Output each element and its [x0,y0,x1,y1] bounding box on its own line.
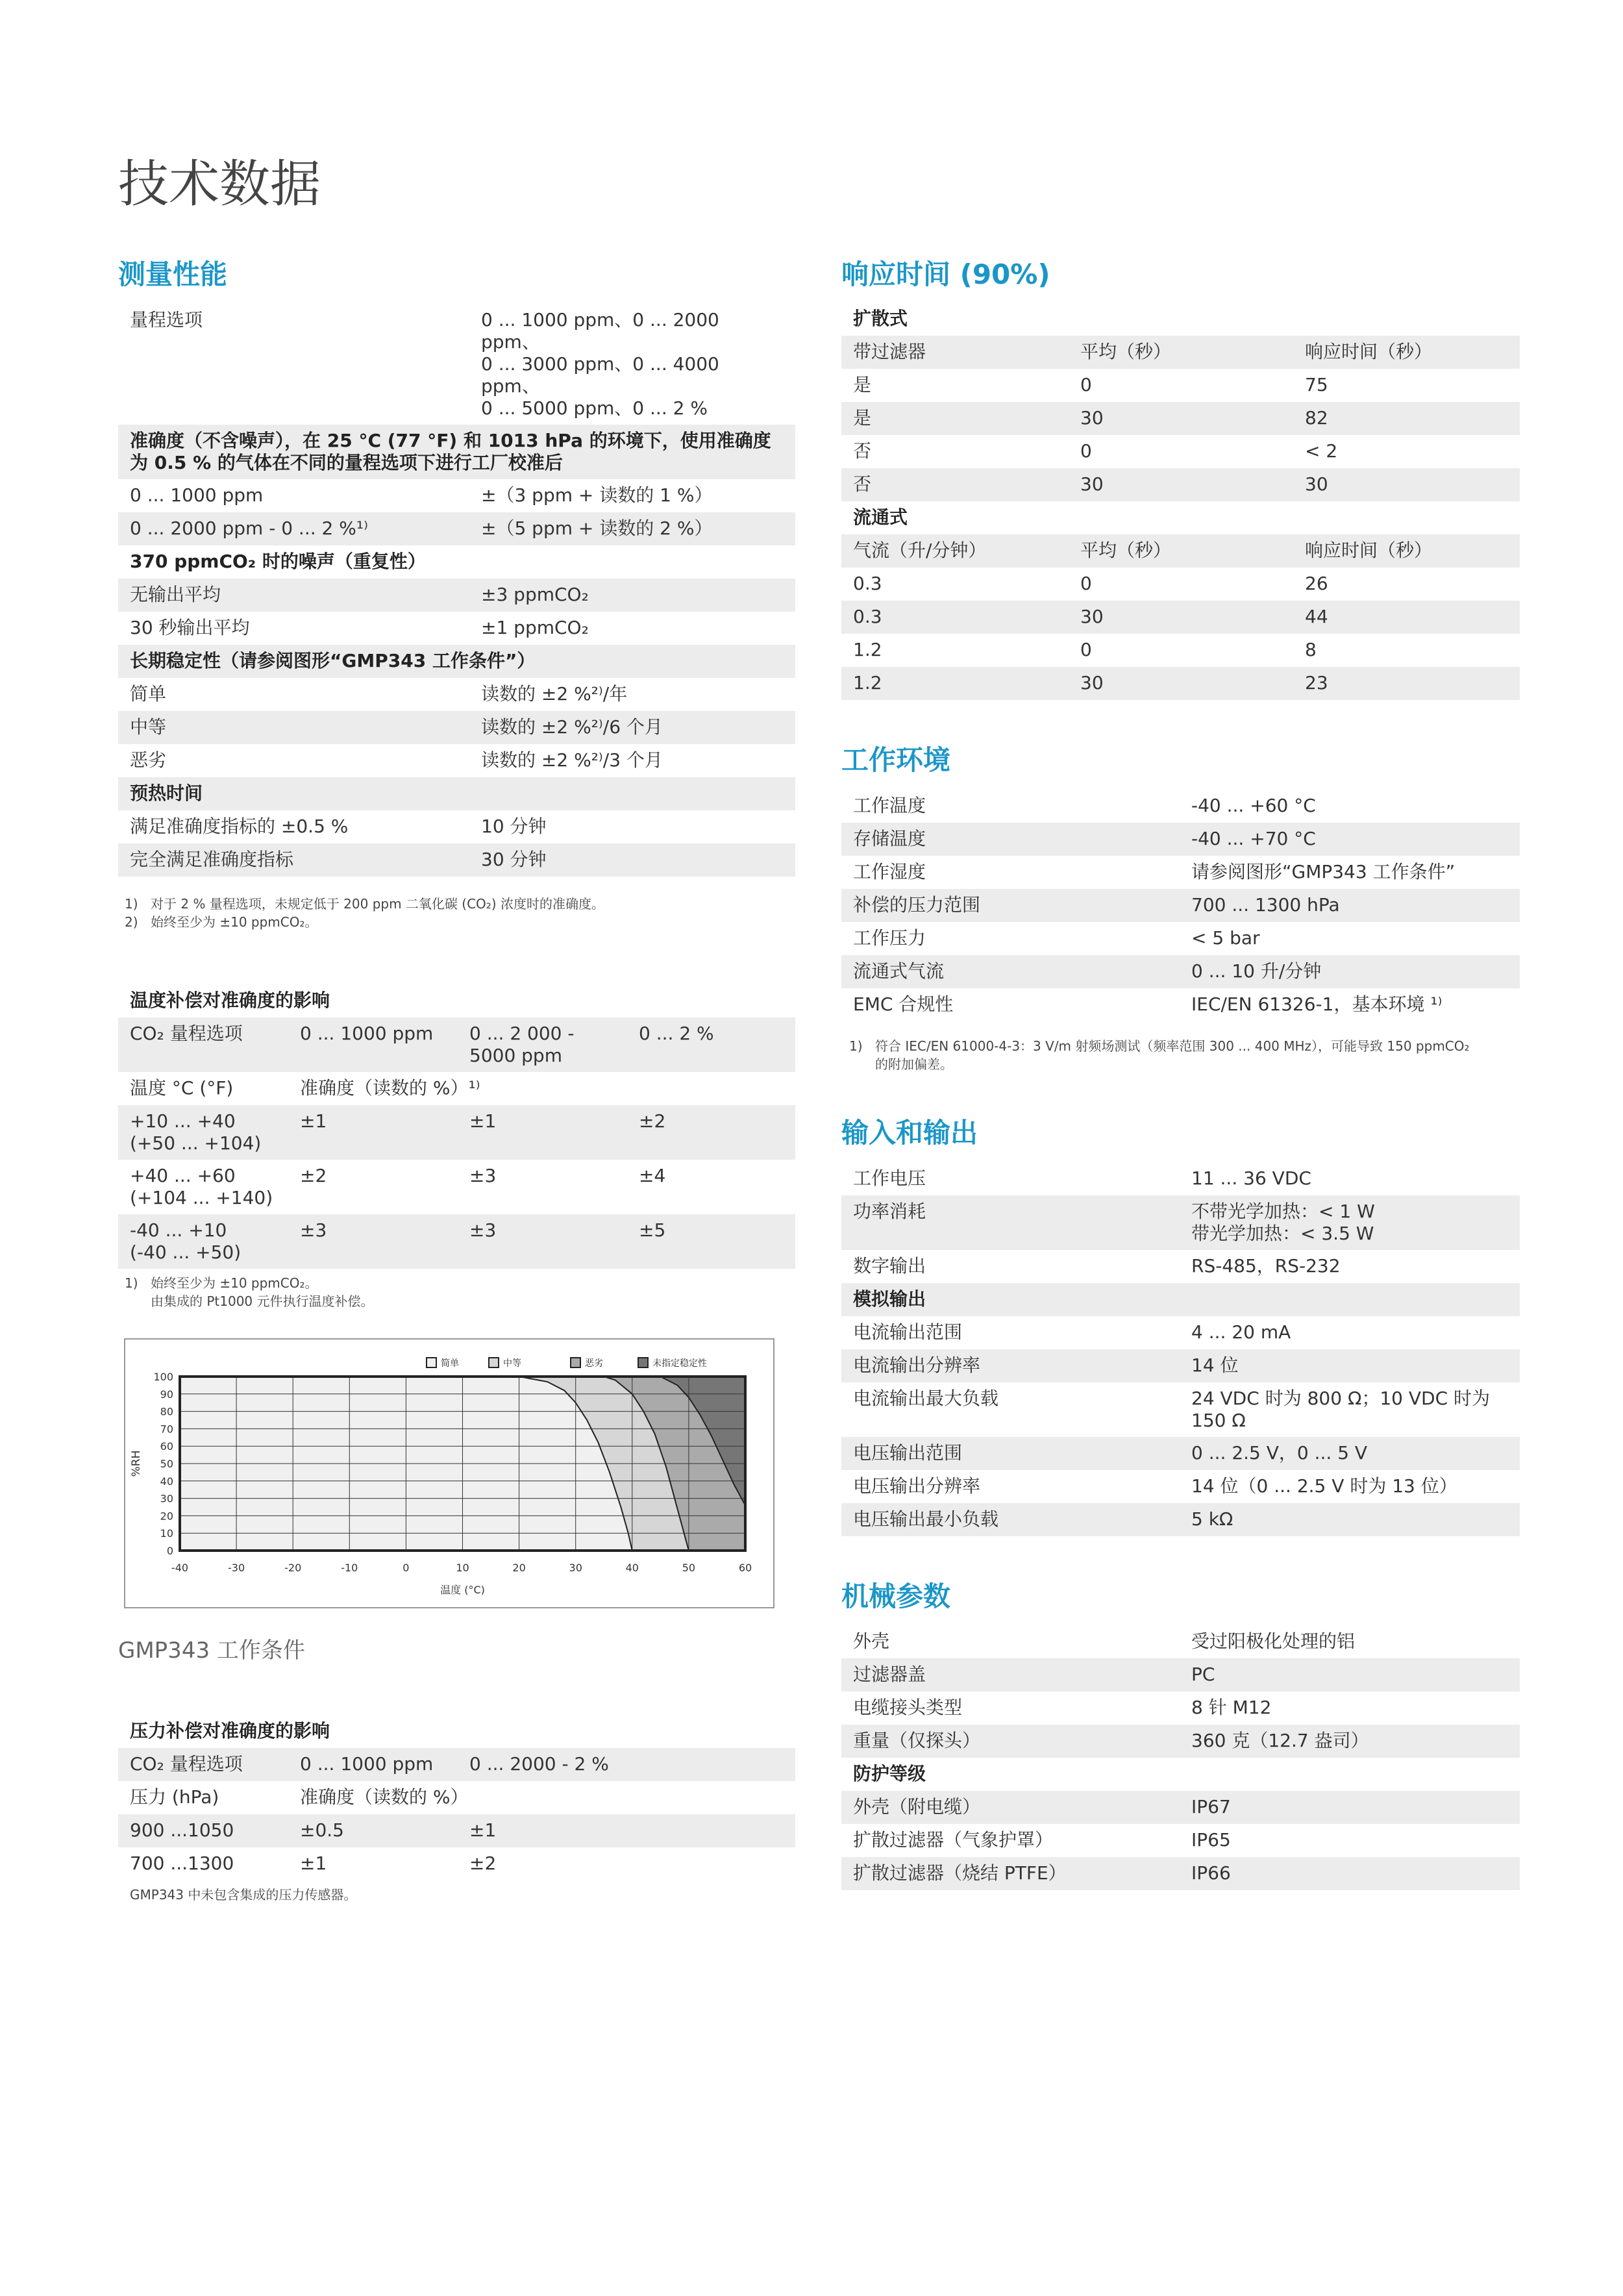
table-row [841,667,1520,700]
table-cell: IP65 [1191,1829,1231,1851]
table-cell: ±3 [300,1219,327,1241]
x-tick-label: -40 [171,1562,189,1574]
table-row [118,1748,795,1781]
table-cell: 不带光学加热：< 1 W 带光学加热：< 3.5 W [1191,1201,1375,1244]
footnote [125,913,795,931]
table-cell: ±3 [469,1165,497,1186]
table-cell: 0 ... 1000 ppm [130,484,264,506]
y-tick-label: 80 [160,1405,173,1418]
table-cell: ±1 [469,1110,497,1132]
x-tick-label: 60 [738,1562,752,1574]
table-cell: 量程选项 [130,309,203,331]
table-row [118,612,795,645]
table-cell: 0 ... 2000 ppm - 0 ... 2 %¹⁾ [130,518,368,539]
table-cell: ±（5 ppm + 读数的 2 %） [481,518,713,539]
legend-swatch [427,1358,436,1367]
table-row [118,843,795,877]
legend-label: 恶劣 [585,1358,603,1369]
subheading-text: 流通式 [853,506,908,528]
table-row [841,1857,1520,1890]
table-cell: 气流（升/分钟） [853,540,987,561]
table-row [118,810,795,843]
table-cell: ±4 [639,1165,666,1186]
footnote [125,1274,795,1310]
table-cell: 23 [1305,672,1328,693]
table-row [841,435,1520,468]
table-cell: 准确度（读数的 %）¹⁾ [300,1077,480,1099]
table-cell: -40 ... +10 (-40 ... +50) [130,1219,242,1263]
legend-label: 简单 [441,1358,459,1369]
table-cell: 响应时间（秒） [1305,540,1433,561]
footnote-text: 始终至少为 ±10 ppmCO₂。 [151,914,318,930]
table-cell: CO₂ 量程选项 [130,1753,243,1775]
table-row [841,1791,1520,1824]
table-row [841,1725,1520,1758]
table-row [841,1470,1520,1503]
table-row [841,1658,1520,1691]
table-cell: 外壳（附电缆） [853,1796,981,1817]
table-cell: RS-485，RS-232 [1191,1255,1341,1277]
table-cell: 温度 °C (°F) [130,1077,234,1099]
table-cell: 900 ...1050 [130,1819,234,1841]
table-cell: ±3 [469,1219,497,1241]
table-cell: 10 分钟 [481,816,547,837]
section-heading-environment: 工作环境 [841,744,951,776]
table-cell: ±2 [300,1165,327,1186]
table-cell: 补偿的压力范围 [853,894,981,916]
y-tick-label: 90 [160,1388,173,1401]
table-cell: ±2 [639,1110,666,1132]
table-cell: IP66 [1191,1862,1231,1884]
table-subheading-row [118,984,795,1017]
table-cell: 满足准确度指标的 ±0.5 % [130,816,349,837]
table-row [118,579,795,612]
table-cell: 0 ... 2 000 - 5000 ppm [469,1023,575,1066]
y-tick-label: 10 [160,1527,173,1540]
footnote [849,1037,1520,1073]
y-tick-label: 60 [160,1440,173,1453]
table-cell: 请参阅图形“GMP343 工作条件” [1191,861,1456,882]
subheading-text: 预热时间 [130,782,203,804]
x-axis-label: 温度 (°C) [440,1584,485,1596]
table-row [841,1195,1520,1250]
table-cell: 存储温度 [853,828,926,849]
table-row [841,468,1520,501]
legend-label: 未指定稳定性 [652,1358,707,1369]
table-cell: 受过阳极化处理的铝 [1191,1630,1356,1652]
table-subheading-row [841,501,1520,534]
table-cell: 电流输出最大负载 [853,1388,999,1409]
x-tick-label: 20 [512,1562,526,1574]
table-cell: 0 ... 1000 ppm [300,1023,434,1044]
table-cell: 电流输出分辨率 [853,1354,981,1376]
table-cell: 30 秒输出平均 [130,617,250,638]
table-cell: 4 ... 20 mA [1191,1321,1291,1343]
chart-caption: GMP343 工作条件 [118,1638,305,1664]
table-cell: 准确度（读数的 %） [300,1786,469,1808]
table-cell: 工作压力 [853,927,926,949]
table-row [841,823,1520,856]
temperature-footnotes [118,1274,795,1310]
table-cell: 30 [1305,473,1328,495]
table-cell: 0 ... 10 升/分钟 [1191,960,1322,982]
table-subheading-row [841,1283,1520,1316]
x-tick-label: 0 [403,1562,410,1574]
table-cell: 读数的 ±2 %²⁾/6 个月 [481,716,663,738]
table-cell: 过滤器盖 [853,1664,926,1685]
x-tick-label: 30 [569,1562,582,1574]
table-cell: 是 [853,407,872,429]
table-cell: 电流输出范围 [853,1321,963,1343]
table-cell: 0 ... 2 % [639,1023,714,1044]
table-cell: IP67 [1191,1796,1231,1817]
table-row [841,634,1520,667]
footnote-text: 符合 IEC/EN 61000-4-3：3 V/m 射频场测试（频率范围 300 ... 400 MHz），可能导致 150 ppmCO₂ 的附加偏差。 [875,1038,1470,1072]
table-row [841,402,1520,435]
table-row [841,601,1520,634]
mechanical-table [841,1625,1520,1890]
table-cell: 11 ... 36 VDC [1191,1167,1311,1189]
table-cell: 外壳 [853,1630,890,1652]
io-table [841,1162,1520,1536]
operating-conditions-chart [124,1338,774,1608]
table-row [118,512,795,545]
table-cell: 电压输出范围 [853,1442,963,1464]
response-table [841,303,1520,700]
legend-swatch [571,1358,580,1367]
y-axis-label: %RH [130,1450,143,1477]
table-cell: 响应时间（秒） [1305,341,1433,362]
table-row [841,369,1520,402]
table-cell: 重量（仅探头） [853,1730,981,1751]
table-cell: 扩散过滤器（气象护罩） [853,1829,1054,1851]
table-cell: 5 kΩ [1191,1508,1233,1530]
measurement-footnotes [118,895,795,931]
table-cell: 完全满足准确度指标 [130,849,294,870]
subheading-text: 长期稳定性（请参阅图形“GMP343 工作条件”） [130,650,536,671]
chart-svg [125,1340,776,1610]
table-cell: 电压输出分辨率 [853,1475,981,1497]
x-tick-label: 10 [456,1562,469,1574]
table-cell: 700 ... 1300 hPa [1191,894,1340,916]
table-cell: 8 针 M12 [1191,1697,1272,1718]
footnote-marker: 1) [849,1038,863,1054]
table-row [118,711,795,744]
table-cell: 平均（秒） [1080,540,1172,561]
table-subheading-row [841,303,1520,336]
table-cell: 24 VDC 时为 800 Ω；10 VDC 时为 150 Ω [1191,1388,1491,1431]
section-heading-measurement: 测量性能 [118,258,228,290]
table-cell: PC [1191,1664,1215,1685]
table-cell: 功率消耗 [853,1201,926,1222]
x-tick-label: -30 [228,1562,245,1574]
table-row [841,988,1520,1021]
measurement-table [118,304,795,877]
table-cell: ±1 [469,1819,497,1841]
y-tick-label: 0 [166,1545,173,1557]
table-cell: 工作温度 [853,795,926,816]
y-tick-label: 100 [153,1371,173,1383]
table-cell: ±（3 ppm + 读数的 1 %） [481,484,713,506]
table-cell: 否 [853,473,872,495]
footnote-marker: 1) [125,1275,138,1291]
table-row [841,568,1520,601]
table-cell: 0 ... 2000 - 2 % [469,1753,609,1775]
table-cell: 读数的 ±2 %²⁾/3 个月 [481,749,663,771]
table-row [841,955,1520,988]
table-row [118,479,795,512]
pressure-note: GMP343 中未包含集成的压力传感器。 [130,1887,357,1903]
table-cell: 带过滤器 [853,341,926,362]
table-row [841,1250,1520,1283]
page-title: 技术数据 [118,155,321,214]
table-row [118,1814,795,1847]
table-cell: ±0.5 [300,1819,344,1841]
table-cell: 工作电压 [853,1167,926,1189]
table-row [841,336,1520,369]
table-cell: 1.2 [853,639,882,660]
table-cell: 0 [1080,374,1092,395]
table-row [118,1072,795,1105]
table-subheading-row [841,1758,1520,1791]
legend-swatch [489,1358,499,1367]
table-cell: ±1 ppmCO₂ [481,617,589,638]
table-cell: 0.3 [853,573,882,594]
legend-swatch [638,1358,648,1367]
table-cell: 26 [1305,573,1328,594]
table-cell: ±1 [300,1110,327,1132]
table-subheading-row [118,777,795,810]
subheading-text: 温度补偿对准确度的影响 [130,990,330,1011]
subheading-text: 压力补偿对准确度的影响 [130,1720,330,1741]
footnote-marker: 2) [125,914,138,930]
table-row [118,678,795,711]
table-cell: CO₂ 量程选项 [130,1023,243,1044]
table-row [841,534,1520,568]
table-cell: 75 [1305,374,1328,395]
table-cell: 恶劣 [130,749,167,771]
table-cell: -40 ... +60 °C [1191,795,1316,816]
y-tick-label: 50 [160,1458,173,1470]
table-row [841,1503,1520,1536]
left-column [118,258,795,1904]
table-row [118,1214,795,1269]
table-row [118,304,795,425]
x-tick-label: 40 [625,1562,639,1574]
table-cell: 平均（秒） [1080,341,1172,362]
table-cell: 0 [1080,440,1092,462]
table-row [841,1691,1520,1725]
temperature-table [118,984,795,1269]
table-row [841,1824,1520,1857]
table-cell: 数字输出 [853,1255,926,1277]
table-row [841,1625,1520,1658]
subheading-text: 扩散式 [853,308,908,329]
table-row [841,922,1520,955]
table-cell: 否 [853,440,872,462]
table-cell: ±1 [300,1853,327,1874]
table-cell: 无输出平均 [130,584,221,605]
table-cell: 8 [1305,639,1317,660]
x-tick-label: 50 [682,1562,696,1574]
table-cell: 82 [1305,407,1328,429]
pressure-table [118,1715,795,1880]
table-row [841,856,1520,889]
table-cell: 14 位 [1191,1354,1239,1376]
footnote [125,895,795,913]
table-cell: ±2 [469,1853,497,1874]
subheading-text: 370 ppmCO₂ 时的噪声（重复性） [130,551,426,572]
table-cell: 30 [1080,672,1104,693]
table-cell: ±3 ppmCO₂ [481,584,589,605]
table-cell: 0 ... 2.5 V，0 ... 5 V [1191,1442,1368,1464]
subheading-text: 准确度（不含噪声），在 25 °C (77 °F) 和 1013 hPa 的环境下，使用准确度为 0.5 % 的气体在不同的量程选项下进行工厂校准后 [130,430,771,473]
table-cell: 30 [1080,407,1104,429]
table-cell: 扩散过滤器（烧结 PTFE） [853,1862,1067,1884]
table-subheading-row [118,645,795,678]
subheading-text: 防护等级 [853,1763,926,1784]
table-cell: 0 ... 1000 ppm [300,1753,434,1775]
table-subheading-row [118,1715,795,1748]
table-row [118,1017,795,1072]
table-cell: 简单 [130,683,167,705]
legend-label: 中等 [503,1358,521,1369]
table-row [841,1349,1520,1382]
table-row [118,1781,795,1814]
table-row [118,1105,795,1160]
table-cell: 流通式气流 [853,960,945,982]
table-row [841,1162,1520,1195]
table-cell: 30 [1080,606,1104,627]
table-cell: 工作湿度 [853,861,926,882]
environment-table [841,790,1520,1021]
y-tick-label: 40 [160,1475,173,1488]
table-row [118,1847,795,1880]
section-heading-response: 响应时间 (90%) [841,258,1050,290]
table-cell: 14 位（0 ... 2.5 V 时为 13 位） [1191,1475,1457,1497]
section-heading-io: 输入和输出 [841,1117,978,1149]
table-cell: 0 [1080,573,1092,594]
table-cell: 压力 (hPa) [130,1786,219,1808]
table-cell: 电压输出最小负载 [853,1508,999,1530]
table-cell: EMC 合规性 [853,993,954,1015]
table-cell: +40 ... +60 (+104 ... +140) [130,1165,273,1208]
environment-footnotes [841,1037,1520,1073]
table-cell: 读数的 ±2 %²⁾/年 [481,683,628,705]
section-heading-mechanical: 机械参数 [841,1580,951,1612]
table-row [841,1382,1520,1437]
table-row [841,889,1520,922]
table-cell: 1.2 [853,672,882,693]
x-tick-label: -10 [341,1562,358,1574]
table-cell: 0 [1080,639,1092,660]
footnote-text: 始终至少为 ±10 ppmCO₂。 由集成的 Pt1000 元件执行温度补偿。 [151,1275,374,1309]
table-cell: 700 ...1300 [130,1853,234,1874]
table-row [841,1437,1520,1470]
table-row [841,790,1520,823]
table-row [118,744,795,777]
footnote-text: 对于 2 % 量程选项，未规定低于 200 ppm 二氧化碳 (CO₂) 浓度时的准确度。 [151,896,604,912]
table-cell: 是 [853,374,872,395]
table-row [841,1316,1520,1349]
table-cell: 30 分钟 [481,849,547,870]
subheading-text: 模拟输出 [853,1288,926,1310]
y-tick-label: 30 [160,1492,173,1505]
table-cell: -40 ... +70 °C [1191,828,1316,849]
right-column [841,258,1520,1890]
table-cell: 0 ... 1000 ppm、0 ... 2000 ppm、 0 ... 3000 ppm、0 ... 4000 ppm、 0 ... 5000 ppm、0 ... 2 % [481,309,719,419]
table-cell: ±5 [639,1219,666,1241]
table-cell: 44 [1305,606,1328,627]
table-cell: IEC/EN 61326-1，基本环境 ¹⁾ [1191,993,1443,1015]
y-tick-label: 70 [160,1423,173,1436]
table-subheading-row [118,425,795,479]
table-cell: 360 克（12.7 盎司） [1191,1730,1369,1751]
x-tick-label: -20 [284,1562,302,1574]
table-row [118,1160,795,1214]
table-cell: +10 ... +40 (+50 ... +104) [130,1110,262,1154]
table-cell: 30 [1080,473,1104,495]
table-cell: < 2 [1305,440,1338,462]
table-subheading-row [118,545,795,579]
table-cell: < 5 bar [1191,927,1260,949]
table-cell: 电缆接头类型 [853,1697,963,1718]
footnote-marker: 1) [125,896,138,912]
table-cell: 中等 [130,716,167,738]
y-tick-label: 20 [160,1510,173,1523]
table-cell: 0.3 [853,606,882,627]
